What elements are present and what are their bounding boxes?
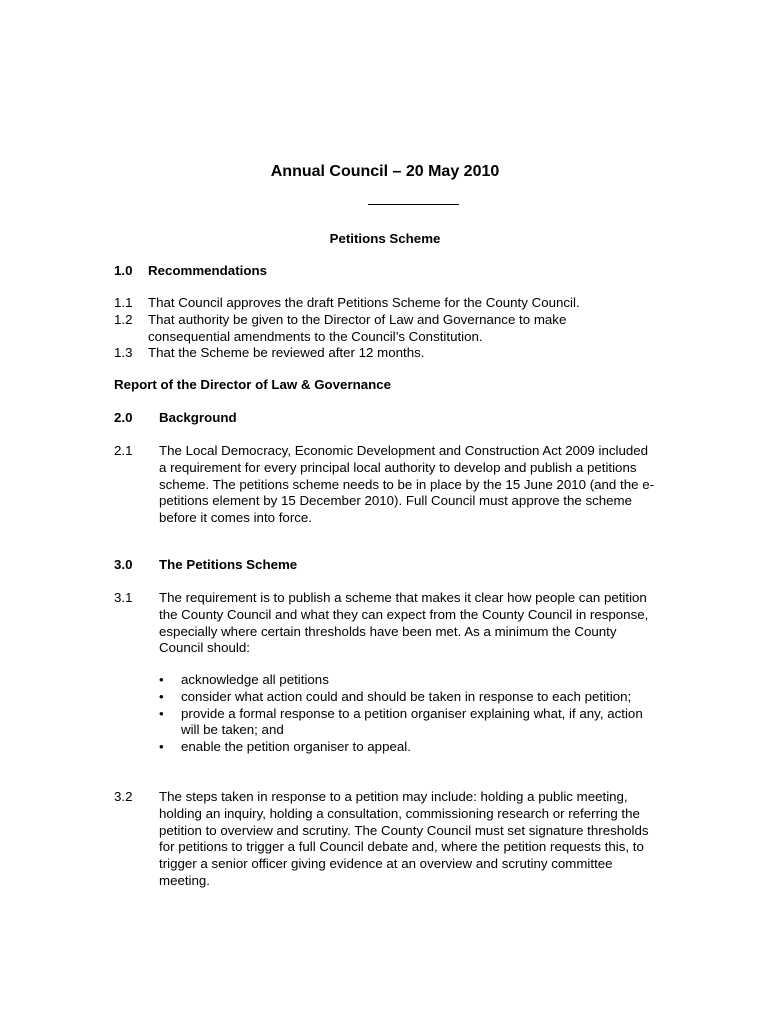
report-heading: Report of the Director of Law & Governance [114, 377, 392, 392]
section-number: 3.0 [114, 557, 133, 572]
bullet-icon: • [159, 672, 164, 687]
paragraph-number: 3.2 [114, 789, 133, 804]
section-recommendations-heading [114, 263, 674, 280]
bullet-icon: • [159, 705, 164, 721]
section-number: 2.0 [114, 410, 133, 425]
petitions-paragraph-1 [114, 590, 674, 657]
bullet-icon: • [159, 739, 164, 755]
requirements-bullet-list [159, 672, 649, 756]
list-item-text: provide a formal response to a petition organiser explaining what, if any, action will be taken; and [181, 705, 643, 738]
item-text: That the Scheme be reviewed after 12 months. [148, 345, 425, 361]
list-item-text: acknowledge all petitions [181, 672, 329, 687]
list-item-text: consider what action could and should be taken in response to each petition; [181, 688, 632, 704]
paragraph-text: The steps taken in response to a petition may include: holding a public meeting, holding an inquiry, holding a consultation, commissioning research or referring the petition to overview and scrutiny. The County Council must set signature thresholds for petitions to trigger a full Council debate and, where the petition requests this, to trigger a senior officer giving evidence at an overview and scrutiny committee meeting. [159, 789, 649, 888]
paragraph-text: The Local Democracy, Economic Development and Construction Act 2009 included a requirement for every principal local authority to develop and publish a petitions scheme. The petitions scheme needs to be in place by the 15 June 2010 (and the e-petitions element by 15 December 2010). Full Council must approve the scheme before it comes into force. [159, 443, 655, 526]
title-rule [368, 204, 459, 205]
background-paragraph [114, 443, 674, 527]
paragraph-number: 2.1 [114, 443, 133, 458]
section-petitions-heading [114, 557, 674, 574]
item-text: That Council approves the draft Petitions Scheme for the County Council. [148, 295, 580, 310]
item-number: 1.3 [114, 345, 133, 361]
section-background-heading [114, 410, 674, 427]
section-heading: Background [159, 410, 237, 425]
petitions-paragraph-2 [114, 789, 674, 890]
bullet-icon: • [159, 688, 164, 704]
list-item [159, 706, 649, 740]
item-number: 1.1 [114, 295, 133, 310]
recommendation-item [114, 345, 674, 362]
list-item [159, 739, 649, 756]
recommendations-list [114, 295, 674, 362]
item-number: 1.2 [114, 311, 133, 327]
document-title: Annual Council – 20 May 2010 [270, 163, 500, 180]
list-item-text: enable the petition organiser to appeal. [181, 739, 411, 755]
section-heading: Recommendations [148, 263, 267, 278]
paragraph-number: 3.1 [114, 590, 133, 605]
list-item [159, 689, 649, 706]
recommendation-item [114, 312, 674, 346]
recommendation-item [114, 295, 674, 312]
item-text: That authority be given to the Director of Law and Governance to make consequential amendments to the Council’s Constitution. [148, 311, 567, 344]
list-item [159, 672, 649, 689]
section-heading: The Petitions Scheme [159, 557, 298, 572]
section-number: 1.0 [114, 263, 133, 278]
document-subtitle: Petitions Scheme [329, 231, 441, 246]
paragraph-text: The requirement is to publish a scheme that makes it clear how people can petition the County Council and what they can expect from the County Council in response, especially where certain thresholds have been met. As a minimum the County Council should: [159, 590, 649, 656]
